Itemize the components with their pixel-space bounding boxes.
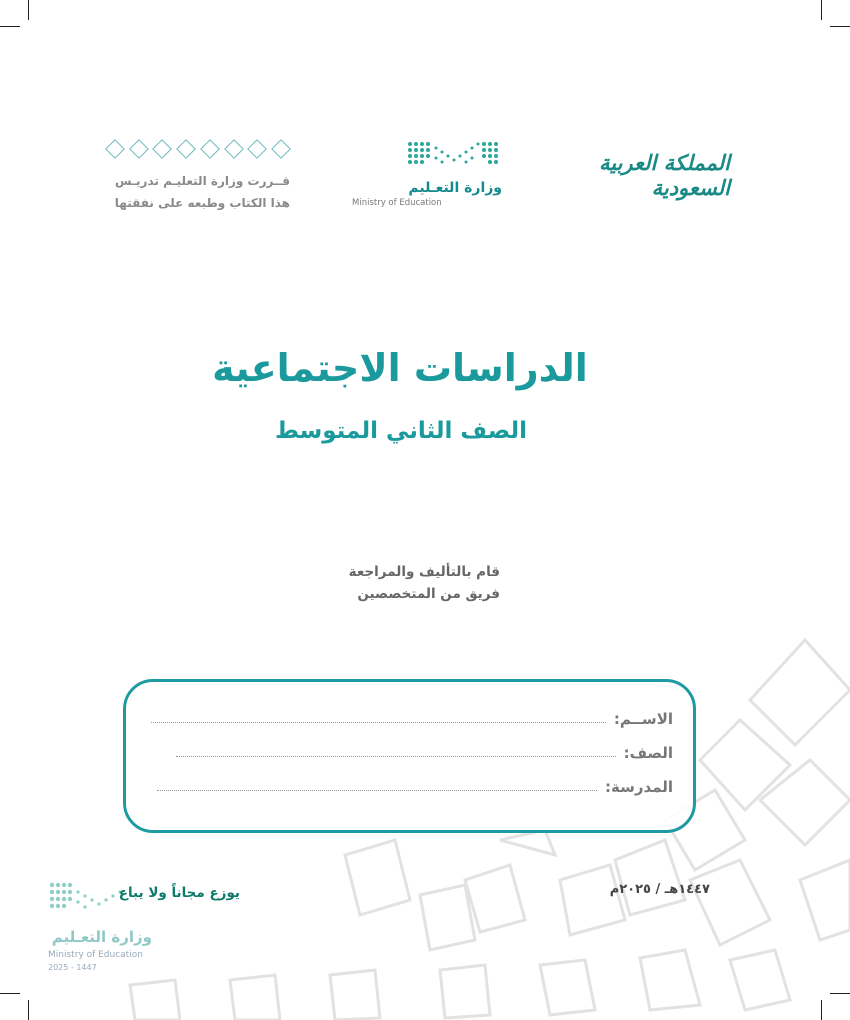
diamond-icon: [224, 139, 244, 159]
name-label: الاســم:: [613, 710, 673, 728]
diamond-icon: [247, 139, 267, 159]
footer-years: 2025 - 1447: [48, 963, 97, 972]
free-distribution-note: يوزع مجاناً ولا يباع: [118, 885, 240, 901]
diamond-icon: [271, 139, 291, 159]
authors-note: [300, 561, 500, 605]
book-subtitle: الصف الثاني المتوسط: [274, 418, 528, 444]
moe-arabic-name: وزارة التعـليم: [408, 180, 502, 196]
school-field[interactable]: [157, 790, 597, 791]
crop-mark-top-right-v: [821, 0, 822, 20]
name-field[interactable]: [151, 722, 606, 723]
moe-english-name: Ministry of Education: [352, 198, 442, 208]
diamond-icon: [176, 139, 196, 159]
decree-line-1: قــررت وزارة التعليـم تدريـس: [114, 174, 290, 188]
crop-mark-bottom-left-h: [0, 993, 20, 994]
footer-moe-english: Ministry of Education: [48, 950, 143, 960]
crop-mark-top-left-v: [28, 0, 29, 20]
decree-line-2: هذا الكتاب وطبعه على نفقتها: [114, 196, 290, 210]
kingdom-calligraphy: المملكة العربية السعودية: [598, 150, 730, 200]
ministry-logo: [352, 140, 502, 208]
crop-mark-bottom-right-h: [830, 993, 850, 994]
crop-mark-bottom-right-v: [821, 1000, 822, 1020]
authors-line-1: قام بالتأليف والمراجعة: [348, 564, 500, 580]
diamond-icon: [200, 139, 220, 159]
ministry-decree: [100, 140, 290, 214]
diamond-icon: [153, 139, 173, 159]
grade-row: [176, 744, 673, 762]
crop-mark-bottom-left-v: [28, 1000, 29, 1020]
student-info-box: [123, 679, 696, 833]
school-label: المدرسة:: [605, 778, 673, 796]
book-title: الدراسات الاجتماعية: [212, 346, 588, 390]
grade-label: الصف:: [623, 744, 673, 762]
moe-dots-icon: [406, 140, 502, 170]
crop-mark-top-left-h: [0, 26, 20, 27]
school-row: [157, 778, 673, 796]
authors-line-2: فريق من المتخصصين: [357, 586, 500, 602]
diamond-icon: [129, 139, 149, 159]
diamond-icon: [105, 139, 125, 159]
diamond-row-icon: [106, 140, 290, 158]
name-row: [151, 710, 673, 728]
crop-mark-top-right-h: [830, 26, 850, 27]
edition-year: ١٤٤٧هـ / ٢٠٢٥م: [609, 882, 710, 897]
grade-field[interactable]: [176, 756, 616, 757]
footer-moe-arabic: وزارة التعـليم: [51, 928, 152, 946]
